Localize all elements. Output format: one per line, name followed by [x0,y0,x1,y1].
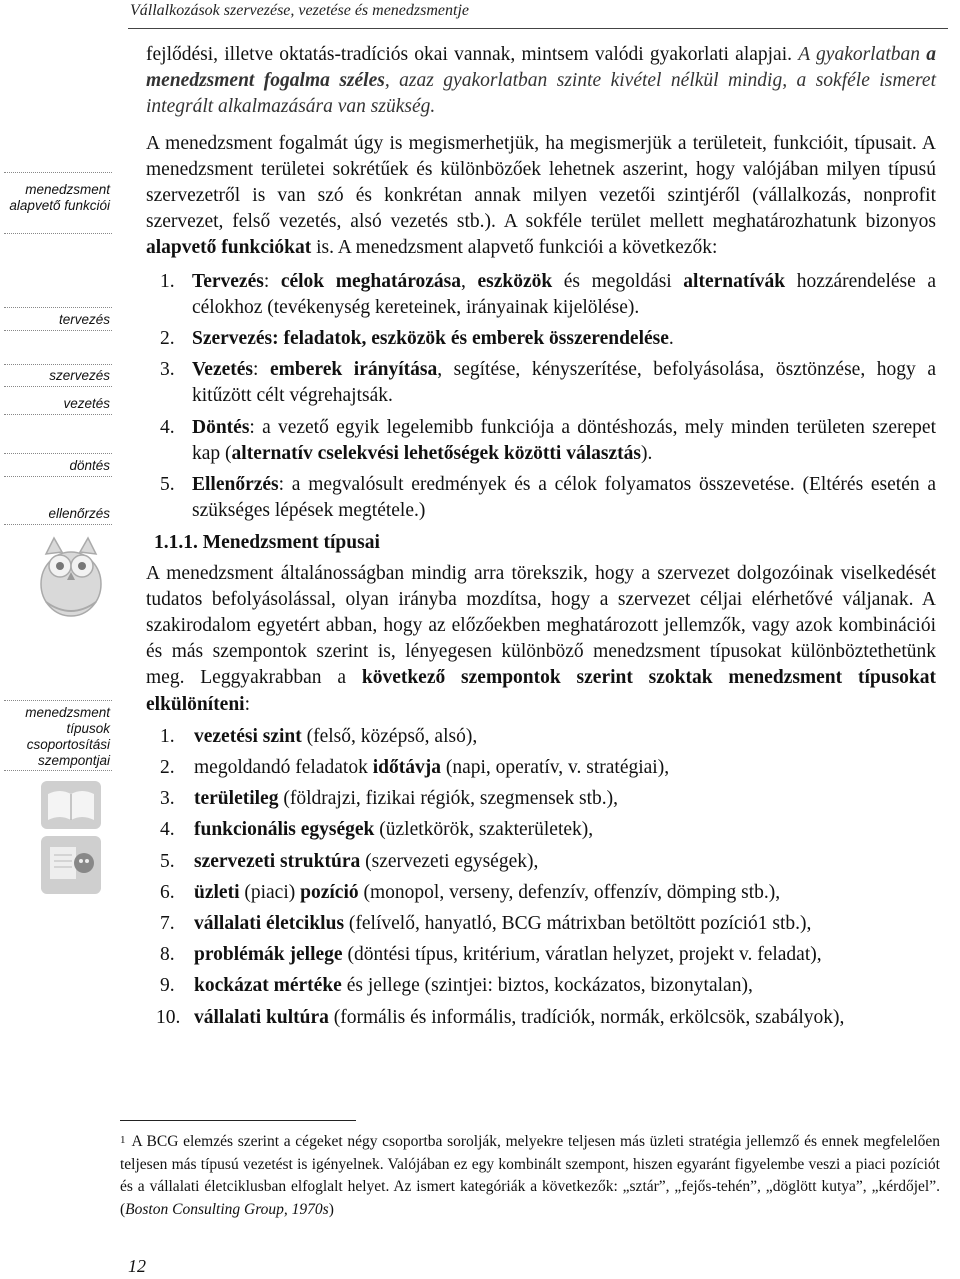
sidebar-separator [4,364,112,365]
list-item: 4. Döntés: a vezető egyik legelemibb funkciója a döntéshozás, mely minden területen szerepet kap (alternatív cselekvési lehetőségek közötti választás). [160,416,936,464]
list-item: 5. Ellenőrzés: a megvalósult eredmények és a célok folyamatos összevetése. (Eltérés esetén a szükséges lépések megtétele.) [160,474,936,522]
sidebar-note-functions: menedzsment alapvető funkciói [9,182,110,213]
list-item: 3. területileg (földrajzi, fizikai régiók, szegmensek stb.), [160,788,618,810]
intro-paragraph: fejlődési, illetve oktatás-tradíciós okai vannak, mintsem valódi gyakorlati alapjai. A gyakorlatban a menedzsment fogalma széles, azaz gyakorlatban szinte kivétel nélkül mindig, a sokféle ismeret integrált alkalmazására van szükség. [146,44,937,118]
list-item: 4. funkcionális egységek (üzletkörök, szakterületek), [160,819,594,841]
sidebar-note-vezetes: vezetés [63,396,110,411]
footnote-rule [120,1120,356,1121]
header-rule [128,28,948,29]
list-item: 1. vezetési szint (felső, középső, alsó), [160,725,478,747]
list-item: 6. üzleti (piaci) pozíció (monopol, verseny, defenzív, offenzív, dömping stb.), [160,881,781,903]
sidebar-note-types: menedzsment típusok csoportosítási szempontjai [25,705,110,768]
sidebar-note-tervezes: tervezés [58,312,110,327]
list-item: 2. megoldandó feladatok időtávja (napi, operatív, v. stratégiai), [160,757,670,779]
footnote: $^1$ A BCG elemzés szerint a cégeket négy csoportba sorolják, melyekre teljesen más üzleti stratégia jellemző és ennek megfelelően teljesen más típusú vezetést is igényelnek. Valójában ez egy kombinált szempont, hiszen egyaránt figyelembe veszi a piaci pozíciót és a vállalati életciklusban elfoglalt helyet. Az ismert kategóriák a következők: „sztár”, „fejős-tehén”, „döglött kutya”, „kérdőjel”. (Boston Consulting Group, 1970s) [120,1133,940,1218]
main-text [146,42,936,1036]
list-item: 7. vállalati életciklus (felívelő, hanyatló, BCG mátrixban betöltött pozíció1 stb.), [160,913,812,934]
sidebar-separator [4,476,112,477]
list-item: 10. vállalati kultúra (formális és informális, tradíciók, normák, erkölcsök, szabályok), [156,1006,845,1028]
list-item: 5. szervezeti struktúra (szervezeti egységek), [160,850,539,872]
sidebar-separator [4,700,112,701]
list-item: 3. Vezetés: emberek irányítása, segítése, kényszerítése, befolyásolása, ösztönzése, hogy a kitűzött célt végrehajtsák. [160,359,937,407]
sidebar-separator [4,330,112,331]
running-header: Vállalkozások szervezése, vezetése és menedzsmentje [130,2,469,19]
functions-paragraph: A menedzsment fogalmát úgy is megismerhetjük, ha megismerjük a területeit, funkcióit, típusait. A menedzsment területei sokrétűek és különbözőek lehetnek aszerint, hogy valójában milyen típusú szervezetről is van szó és konkrétan annak milyen vezetői szintjéről (vállalkozás, nonprofit szervezet, felső vezetés, alsó vezetés stb.). A sokféle terület mellett meghatározhatunk bizonyos alapvető funkciókat is. A menedzsment alapvető funkciói a következők: [146,132,936,259]
sidebar-separator [4,307,112,308]
open-book-icon [40,780,102,835]
list-item: 8. problémák jellege (döntési típus, kritérium, váratlan helyzet, projekt v. feladat), [160,944,822,966]
types-list [146,724,936,1036]
list-item: 2. Szervezés: feladatok, eszközök és emberek összerendelése. [160,328,674,350]
section-heading: 1.1.1. Menedzsment típusai [154,532,380,554]
footnote-marker: 1 [120,1134,126,1146]
sidebar-separator [4,172,112,173]
list-item: 1. Tervezés: célok meghatározása, eszközök és megoldási alternatívák hozzárendelése a célokhoz (tevékenység kereteinek, irányainak kijelölése). [160,270,936,318]
sidebar-separator [4,386,112,387]
page-number: 12 [128,1256,146,1276]
functions-list [146,269,936,525]
sidebar-note-dontes: döntés [69,458,110,473]
sidebar-separator [4,524,112,525]
list-item: 9. kockázat mértéke és jellege (szintjei: biztos, kockázatos, bizonytalan), [160,975,753,997]
note-face-icon [40,835,102,900]
sidebar-separator [4,770,112,771]
owl-thinking-icon [26,532,116,627]
sidebar-separator [4,453,112,454]
sidebar-note-szervezes: szervezés [49,368,110,383]
sidebar-separator [4,414,112,415]
sidebar-separator [4,233,112,234]
sidebar-note-ellenorzes: ellenőrzés [48,506,110,521]
types-paragraph: A menedzsment általánosságban mindig arra törekszik, hogy a szervezet dolgozóinak viselkedését tudatos befolyásolással, olyan irányba mozdítsa, hogy a szervezet céljai elérhetővé váljanak. A szakirodalom egyetért abban, hogy az előzőekben meghatározott jellemzők, vagy azok kombinációi és más szempontok szerint is, lényegesen különböző menedzsment típusokat különböztethetünk meg. Leggyakrabban a következő szempontok szerint szoktak menedzsment típusokat elkülöníteni: [146,562,936,715]
